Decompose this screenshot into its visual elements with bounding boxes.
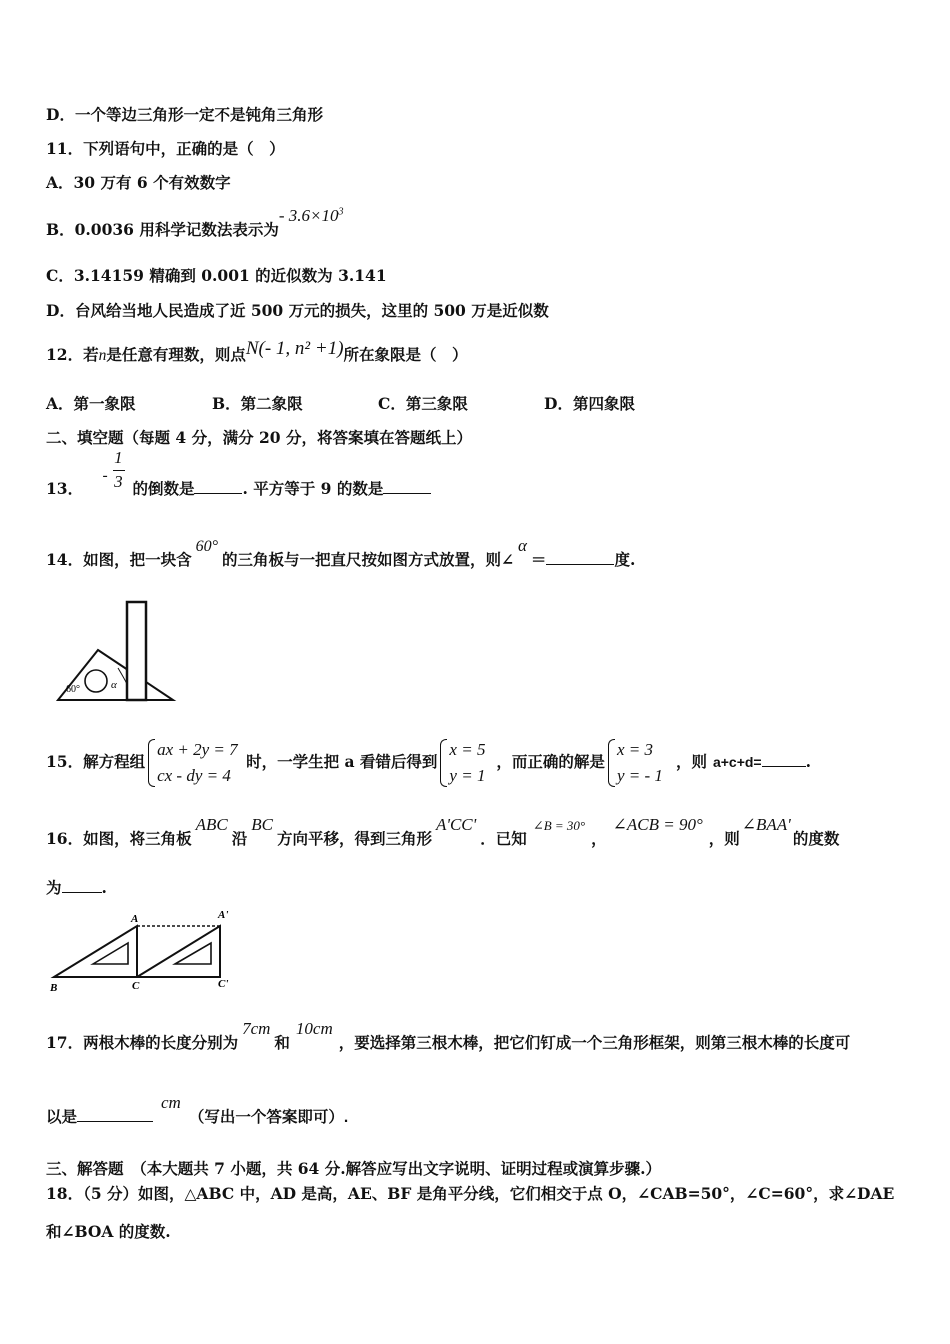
q16-blank[interactable] xyxy=(62,878,102,893)
q15-expression: a+c+d= xyxy=(712,754,762,770)
q16-triangle-acc xyxy=(137,926,220,977)
q11-option-b-math xyxy=(279,206,344,225)
q12-var-n: n xyxy=(98,347,107,364)
q16-angle-b: ∠B = 30° xyxy=(532,818,586,833)
q17-line-2-suffix: （写出一个答案即可）. xyxy=(188,1109,349,1126)
q14-fig-label-60: 60° xyxy=(66,684,80,695)
q16-comma: ， xyxy=(591,829,607,848)
q18-line-1: 18．（5 分）如图，△ABC 中，AD 是高，AE、BF 是角平分线，它们相交于点 O，∠CAB=50°，∠C=60°，求∠DAE xyxy=(46,1184,895,1203)
q16-label-c: C xyxy=(132,980,140,992)
q11-option-b-text: B．0.0036 用科学记数法表示为 xyxy=(46,220,279,239)
q15-system-3-eq1: x = 3 xyxy=(616,740,653,759)
q12-options xyxy=(46,392,635,414)
q14-suffix: 度. xyxy=(614,550,636,569)
q15-middle-1: 时，一学生把 a 看错后得到 xyxy=(246,752,438,771)
q12-option-c: C．第三象限 xyxy=(378,394,468,413)
q15-period: . xyxy=(805,752,812,771)
q11-option-a: A．30 万有 6 个有效数字 xyxy=(46,173,231,192)
q14-ruler xyxy=(127,602,146,700)
q16-prefix: 16．如图，将三角板 xyxy=(46,829,192,848)
q11-option-c: C．3.14159 精确到 0.001 的近似数为 3.141 xyxy=(46,266,387,285)
q10-option-d: D．一个等边三角形一定不是钝角三角形 xyxy=(46,105,323,124)
q15-then: ，则 xyxy=(675,752,707,771)
q15-system-3 xyxy=(608,737,673,789)
q15-blank[interactable] xyxy=(762,752,806,767)
q16-acc: A'CC' xyxy=(435,815,477,834)
q13-fraction xyxy=(113,448,127,494)
q14-middle: 的三角板与一把直尺按如图方式放置，则∠ xyxy=(221,550,514,569)
q13-denominator: 3 xyxy=(114,472,123,491)
q15-system-2-eq2: y = 1 xyxy=(449,766,486,785)
q16-figure xyxy=(46,906,246,994)
section-3-heading: 三、解答题 （本大题共 7 小题，共 64 分.解答应写出文字说明、证明过程或演算步骤.） xyxy=(46,1159,661,1178)
q16-then: ，则 xyxy=(708,829,740,848)
q13-text-reciprocal: 的倒数是 xyxy=(132,479,195,498)
q13 xyxy=(46,448,431,499)
q14-triangle-hole xyxy=(85,670,107,692)
q14-alpha: α xyxy=(517,536,527,555)
q15-system-2-eq1: x = 5 xyxy=(449,740,486,759)
q12-option-a: A．第一象限 xyxy=(46,394,136,413)
q12-option-b: B．第二象限 xyxy=(212,394,303,413)
q12-prefix: 12．若 xyxy=(46,345,99,364)
q16-label-a: A xyxy=(131,913,139,925)
q16 xyxy=(46,815,840,849)
q14-blank[interactable] xyxy=(546,550,614,565)
q16-middle: 方向平移，得到三角形 xyxy=(276,829,432,848)
q16-line-2-text: 为 xyxy=(46,878,62,897)
q15-system-3-eq2: y = - 1 xyxy=(616,766,663,785)
q13-fraction-bar xyxy=(113,470,125,471)
q13-blank-1[interactable] xyxy=(194,479,242,494)
q16-known: ．已知 xyxy=(480,829,527,848)
q13-number: 13． xyxy=(46,479,84,498)
q17-line-2-prefix: 以是 xyxy=(46,1109,78,1126)
section-2-heading: 二、填空题（每题 4 分，满分 20 分，将答案填在答题纸上） xyxy=(46,428,472,447)
q16-triangle-abc xyxy=(54,926,137,977)
q13-minus: - xyxy=(102,467,108,484)
q17-suffix: ，要选择第三根木棒，把它们钉成一个三角形框架，则第三根木棒的长度可 xyxy=(338,1035,851,1052)
q11-stem: 11．下列语句中，正确的是（ ） xyxy=(46,139,285,158)
q16-abc: ABC xyxy=(195,815,228,834)
q17 xyxy=(46,1019,851,1053)
q16-period: . xyxy=(101,878,107,897)
q16-label-b: B xyxy=(50,982,58,994)
q16-suffix: 的度数 xyxy=(792,829,840,848)
q14-prefix: 14．如图，把一块含 xyxy=(46,550,192,569)
q15-prefix: 15．解方程组 xyxy=(46,752,146,771)
q12-option-d: D．第四象限 xyxy=(544,394,635,413)
q17-blank[interactable] xyxy=(77,1107,153,1122)
q15-system-1 xyxy=(148,737,243,789)
q13-blank-2[interactable] xyxy=(383,479,431,494)
q11-option-d: D．台风给当地人民造成了近 500 万元的损失，这里的 500 万是近似数 xyxy=(46,301,549,320)
q18-line-2: 和∠BOA 的度数. xyxy=(46,1222,171,1241)
q12-stem xyxy=(46,338,468,366)
q16-bc: BC xyxy=(251,815,273,834)
q15 xyxy=(46,737,811,789)
q14-equals: ＝ xyxy=(530,550,547,569)
q17-length-2: 10cm xyxy=(295,1019,333,1038)
q16-line-2 xyxy=(46,876,107,898)
q17-unit: cm xyxy=(161,1093,181,1112)
q14-alpha-arc xyxy=(118,668,127,684)
q15-system-1-eq2: cx - dy = 4 xyxy=(157,766,231,785)
q15-system-2 xyxy=(440,737,493,789)
q16-angle-acb: ∠ACB = 90° xyxy=(612,815,703,834)
q13-text-square: . 平方等于 9 的数是 xyxy=(242,479,384,498)
q15-middle-2: ，而正确的解是 xyxy=(496,752,605,771)
q17-length-1: 7cm xyxy=(242,1019,271,1038)
q11-b-base: - 3.6×10 xyxy=(278,206,339,225)
q16-along: 沿 xyxy=(231,829,248,848)
q12-point: N(- 1, n² +1) xyxy=(245,338,344,359)
q16-label-c-prime: C' xyxy=(218,978,229,990)
q14-fig-label-alpha: α xyxy=(111,679,117,691)
q16-angle-baa: ∠BAA' xyxy=(741,815,791,834)
q17-line-2 xyxy=(46,1093,349,1127)
q13-numerator: 1 xyxy=(114,448,123,467)
q14 xyxy=(46,536,636,570)
q14-angle-60: 60° xyxy=(195,538,218,555)
q16-triangle-abc-inner xyxy=(93,943,128,964)
q12-middle: 是任意有理数，则点 xyxy=(106,345,246,364)
q17-and: 和 xyxy=(274,1033,290,1052)
q14-figure xyxy=(50,598,180,706)
q15-system-1-eq1: ax + 2y = 7 xyxy=(157,740,238,759)
q16-triangle-acc-inner xyxy=(175,943,211,964)
q12-suffix: 所在象限是（ ） xyxy=(343,345,468,364)
q17-prefix: 17．两根木棒的长度分别为 xyxy=(46,1033,239,1052)
q16-label-a-prime: A' xyxy=(218,909,229,921)
q11-b-exponent: 3 xyxy=(338,206,344,218)
